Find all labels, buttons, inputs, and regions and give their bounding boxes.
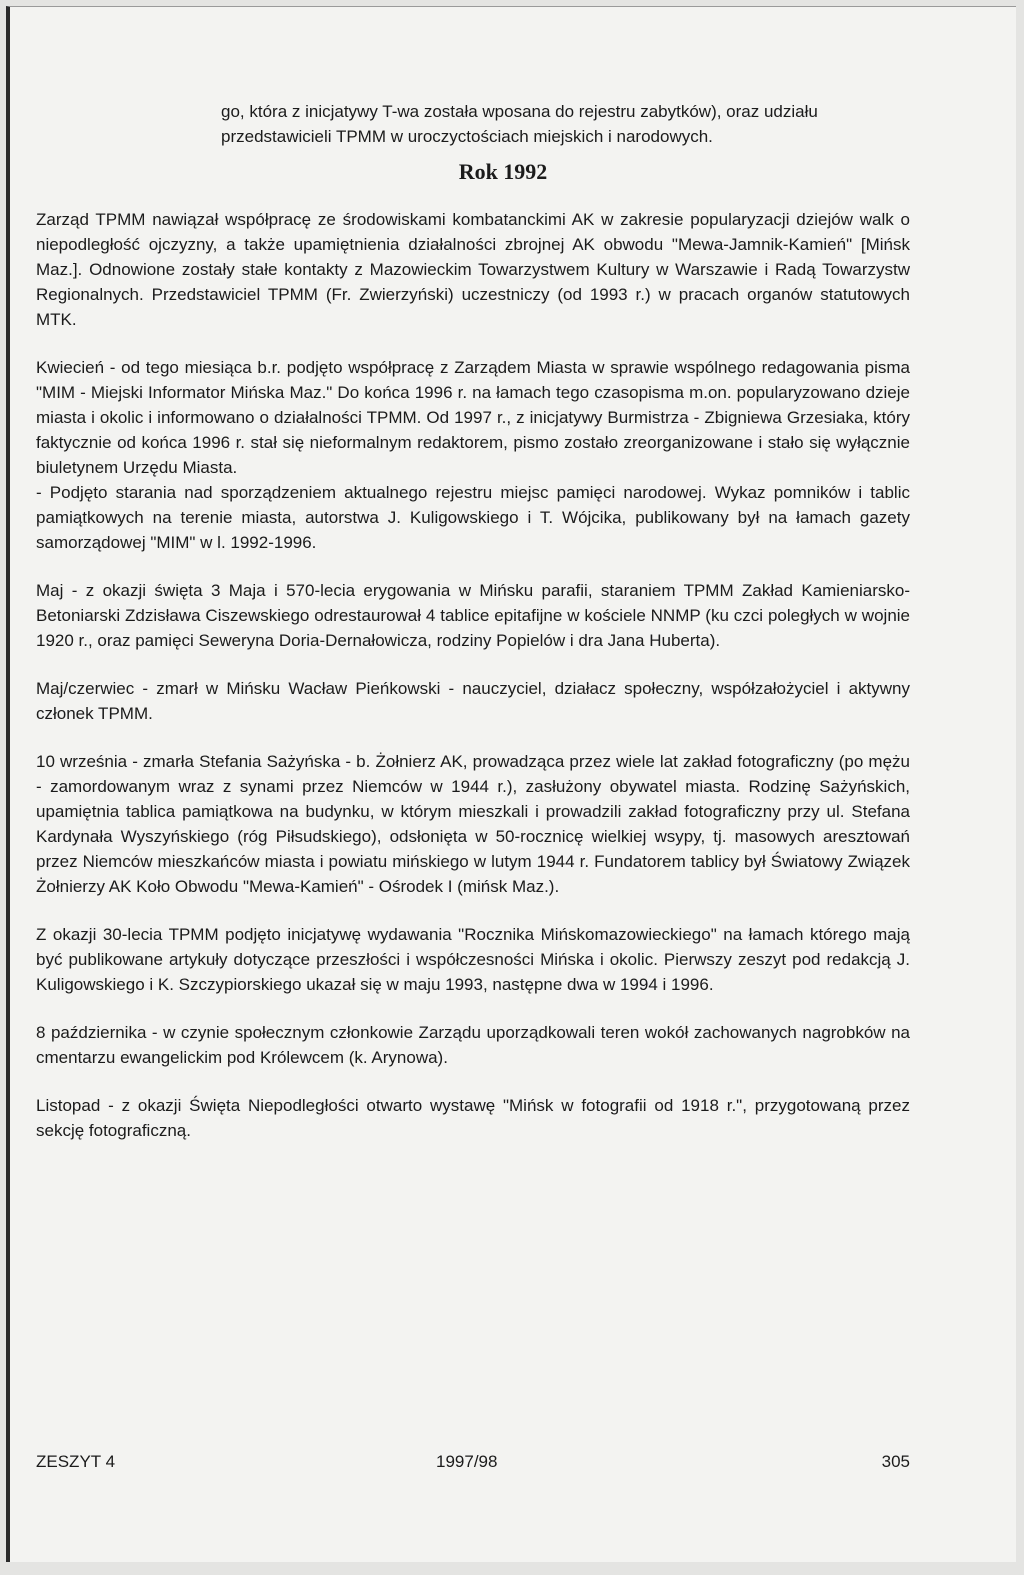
footer-issue: ZESZYT 4 (36, 1452, 116, 1471)
paragraph-register: - Podjęto starania nad sporządzeniem aktualnego rejestru miejsc pamięci narodowej. Wykaz pomników i tablic pamiątkowych na terenie miasta, autorstwa J. Kuligowskiego i T. Wójcika, publikowany był na łamach gazety samorządowej "MIM" w l. 1992-1996. (36, 483, 910, 552)
document-page (6, 6, 1016, 1562)
paragraph-october: 8 października - w czynie społecznym członkowie Zarządu uporządkowali teren wokół zachowanych nagrobków na cmentarzu ewangelickim pod Królewcem (k. Arynowa). (36, 1023, 910, 1067)
page-footer (36, 1452, 910, 1476)
page-body (36, 99, 910, 1166)
intro-paragraph: go, która z inicjatywy T-wa została wposana do rejestru zabytków), oraz udziału przedstawicieli TPMM w uroczyctościach miejskich i narodowych. (221, 102, 818, 146)
paragraph-may: Maj - z okazji święta 3 Maja i 570-lecia erygowania w Mińsku parafii, staraniem TPMM Zakład Kamieniarsko-Betoniarski Zdzisława Ciszewskiego odrestaurował 4 tablice epitafijne w kościele NNMP (ku czci poległych w wojnie 1920 r., oraz pamięci Seweryna Doria-Dernałowicza, rodziny Popielów i dra Jana Huberta). (36, 581, 910, 650)
paragraph-anniversary: Z okazji 30-lecia TPMM podjęto inicjatywę wydawania "Rocznika Mińskomazowieckiego" na łamach którego mają być publikowane artykuły dotyczące przeszłości i współczesności Mińska i okolic. Pierwszy zeszyt pod redakcją J. Kuligowskiego i K. Szczypiorskiego ukazał się w maju 1993, następne dwa w 1994 i 1996. (36, 925, 910, 994)
paragraph-september: 10 września - zmarła Stefania Sażyńska - b. Żołnierz AK, prowadząca przez wiele lat zakład fotograficzny (po mężu - zamordowanym wraz z synami przez Niemców w 1944 r.), zasłużony obywatel miasta. Rodzinę Sażyńskich, upamiętnia tablica pamiątkowa na budynku, w którym mieszkali i prowadzili zakład fotograficzny przy ul. Stefana Kardynała Wyszyńskiego (róg Piłsudskiego), odsłonięta w 50-rocznicę wielkiej wsypy, tj. masowych aresztowań przez Niemców mieszkańców miasta i powiatu mińskiego w lutym 1944 r. Fundatorem tablicy był Światowy Związek Żołnierzy AK Koło Obwodu "Mewa-Kamień" - Ośrodek I (mińsk Maz.). (36, 752, 910, 896)
paragraph-may-june: Maj/czerwiec - zmarł w Mińsku Wacław Pieńkowski - nauczyciel, działacz społeczny, współzałożyciel i aktywny członek TPMM. (36, 679, 910, 723)
section-title: Rok 1992 (458, 159, 548, 184)
paragraph-april: Kwiecień - od tego miesiąca b.r. podjęto współpracę z Zarządem Miasta w sprawie wspólnego redagowania pisma "MIM - Miejski Informator Mińska Maz." Do końca 1996 r. na łamach tego czasopisma m.on. popularyzowano dzieje miasta i okolic i informowano o działalności TPMM. Od 1997 r., z inicjatywy Burmistrza - Zbigniewa Grzesiaka, który faktycznie od końca 1996 r. stał się nieformalnym redaktorem, pismo zostało zreorganizowane i stało się wyłącznie biuletynem Urzędu Miasta. (36, 358, 910, 477)
paragraph-november: Listopad - z okazji Święta Niepodległości otwarto wystawę "Mińsk w fotografii od 1918 r.", przygotowaną przez sekcję fotograficzną. (36, 1096, 910, 1140)
footer-page-number: 305 (881, 1452, 910, 1471)
paragraph-cooperation: Zarząd TPMM nawiązał współpracę ze środowiskami kombatanckimi AK w zakresie popularyzacji dziejów walk o niepodległość ojczyzny, a także upamiętnienia działalności zbrojnej AK obwodu "Mewa-Jamnik-Kamień" [Mińsk Maz.]. Odnowione zostały stałe kontakty z Mazowieckim Towarzystwem Kultury w Warszawie i Radą Towarzystw Regionalnych. Przedstawiciel TPMM (Fr. Zwierzyński) uczestniczy (od 1993 r.) w pracach organów statutowych MTK. (36, 210, 910, 329)
footer-year: 1997/98 (436, 1452, 498, 1471)
intro-block (36, 99, 910, 149)
